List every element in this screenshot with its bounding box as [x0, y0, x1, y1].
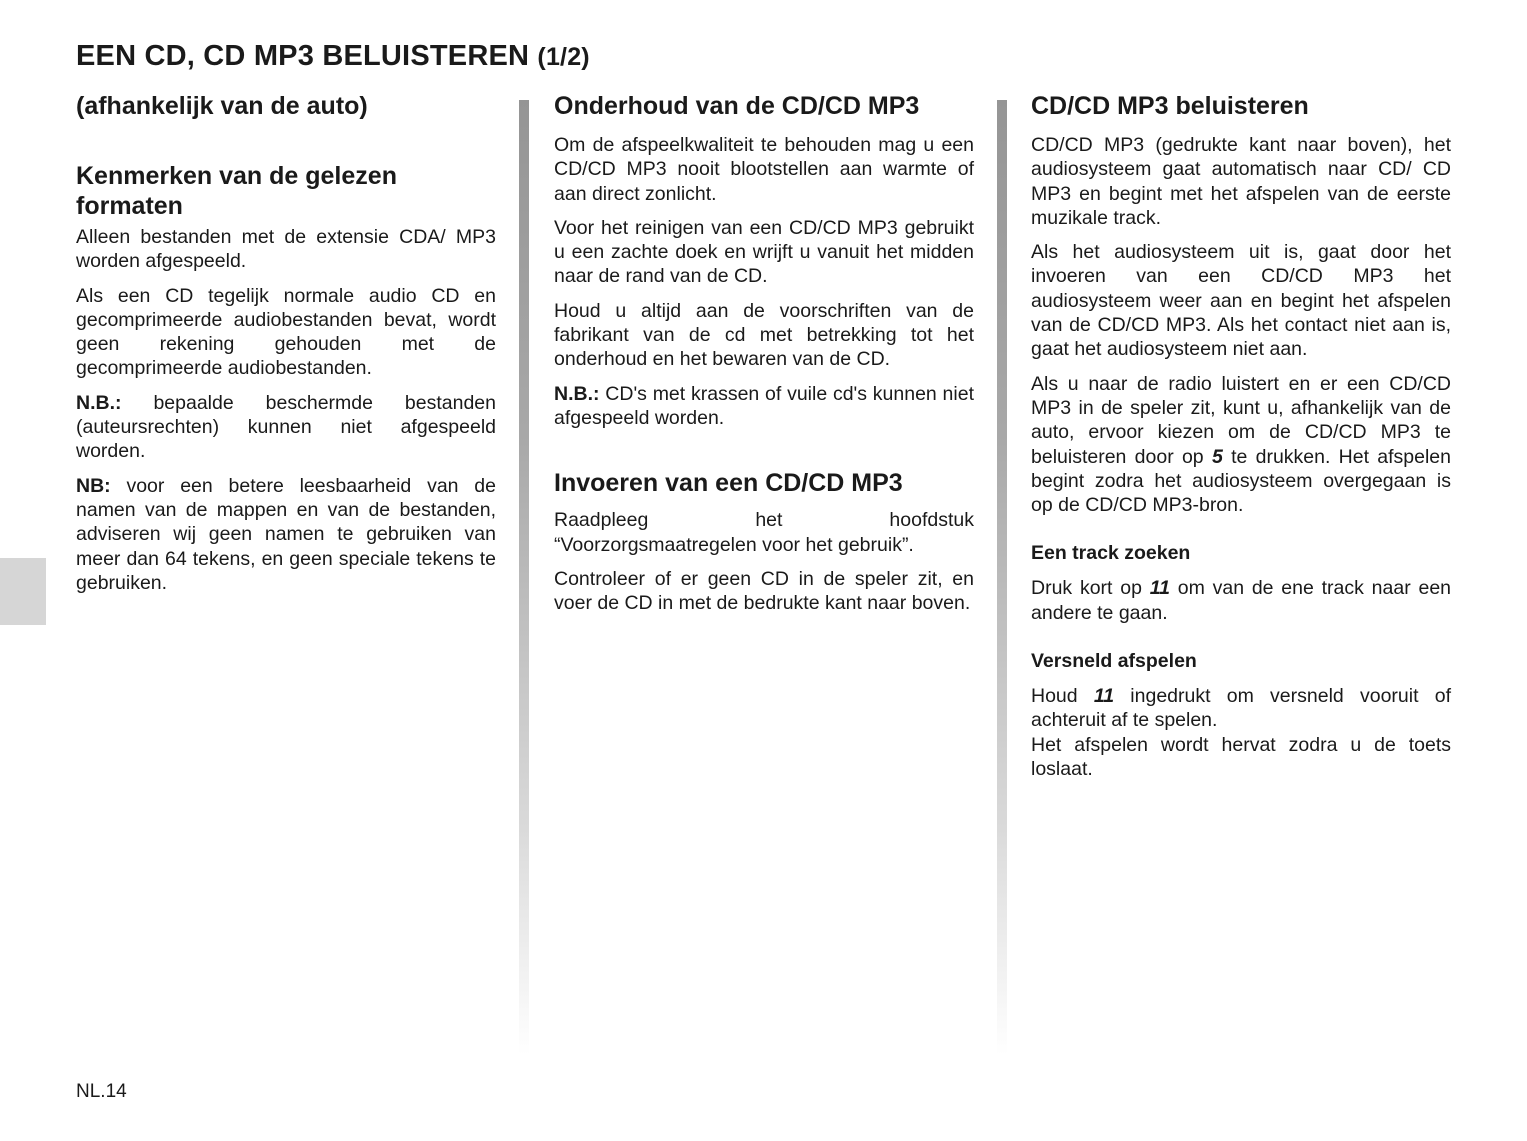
insert-heading: Invoeren van een CD/CD MP3 — [554, 469, 903, 498]
insert-paragraph-2: Controleer of er geen CD in de speler zit, en voer de CD in met de bedrukte kant naar boven. — [554, 567, 974, 615]
page-title — [76, 40, 590, 73]
fast-play-subheading: Versneld afspelen — [1031, 650, 1197, 673]
maintenance-paragraph-2: Voor het reinigen van een CD/CD MP3 gebruikt u een zachte doek en wrijft u vanuit het midden naar de rand van de CD. — [554, 216, 974, 288]
column-divider-1 — [519, 100, 529, 1055]
fast-play-paragraph-1 — [1031, 684, 1451, 733]
text-run: Houd — [1031, 685, 1094, 708]
column-2 — [554, 91, 974, 625]
note-text: bepaalde beschermde bestanden (auteursrechten) kunnen niet afgespeeld worden. — [76, 391, 496, 463]
note-label: N.B.: — [554, 382, 600, 405]
text-run: om van de ene track naar een andere te gaan. — [1031, 577, 1452, 624]
page-number: NL.14 — [76, 1081, 127, 1102]
maintenance-paragraph-3: Houd u altijd aan de voorschriften van de fabrikant van de cd met betrekking tot het onderhoud en het bewaren van de CD. — [554, 299, 974, 371]
listen-heading: CD/CD MP3 beluisteren — [1031, 92, 1309, 120]
search-track-subheading: Een track zoeken — [1031, 542, 1191, 565]
listen-paragraph-3 — [1031, 372, 1451, 518]
maintenance-heading: Onderhoud van de CD/CD MP3 — [554, 92, 920, 120]
formats-note-2 — [76, 474, 496, 595]
column-divider-2 — [997, 100, 1007, 1055]
text-run: Als u naar de radio luistert en er een CD/CD MP3 in de speler zit, kunt u, afhankelijk van de auto, ervoor kiezen om de CD/CD MP3 te beluisteren door op — [1031, 372, 1451, 468]
formats-heading-line2: formaten — [76, 192, 183, 220]
maintenance-note — [554, 382, 974, 431]
fast-play-paragraph-2: Het afspelen wordt hervat zodra u de toets loslaat. — [1031, 733, 1451, 780]
column-3 — [1031, 91, 1451, 791]
page-title-part: (1/2) — [537, 43, 590, 71]
insert-paragraph-1-line1: Raadpleeg het hoofdstuk — [554, 509, 974, 532]
note-text: voor een betere leesbaarheid van de namen van de mappen en van de bestanden, adviseren wij geen namen te gebruiken van meer dan 64 tekens, en geen speciale tekens te gebruiken. — [76, 474, 496, 594]
button-number: 5 — [1211, 445, 1223, 468]
search-track-paragraph — [1031, 576, 1451, 625]
maintenance-paragraph-1: Om de afspeelkwaliteit te behouden mag u een CD/CD MP3 nooit blootstellen aan warmte of aan direct zonlicht. — [554, 134, 974, 205]
insert-paragraph-1 — [554, 508, 974, 557]
insert-paragraph-1-line2: “Voorzorgsmaatregelen voor het gebruik”. — [554, 533, 914, 556]
text-run: te drukken. Het afspelen begint zodra het audiosysteem overgegaan is op de CD/CD MP3-bron. — [1031, 445, 1452, 517]
chapter-side-tab — [0, 558, 46, 625]
listen-paragraph-2: Als het audiosysteem uit is, gaat door het invoeren van een CD/CD MP3 het audiosysteem weer aan en begint het afspelen van de CD/CD MP3. Als het contact niet aan is, gaat het audiosysteem niet aan. — [1031, 241, 1451, 361]
formats-heading — [76, 161, 496, 221]
formats-note-1 — [76, 391, 496, 464]
formats-heading-line1: Kenmerken van de gelezen — [76, 162, 397, 190]
formats-paragraph-2: Als een CD tegelijk normale audio CD en gecomprimeerde audiobestanden bevat, wordt geen rekening gehouden met de gecomprimeerde audiobestanden. — [76, 284, 496, 380]
text-run: Druk kort op — [1031, 577, 1150, 600]
note-label: N.B.: — [76, 391, 122, 414]
formats-paragraph-1: Alleen bestanden met de extensie CDA/ MP3 worden afgespeeld. — [76, 226, 496, 273]
column-1 — [76, 91, 496, 605]
listen-paragraph-1: CD/CD MP3 (gedrukte kant naar boven), het audiosysteem gaat automatisch naar CD/ CD MP3 en begint met het afspelen van de eerste muzikale track. — [1031, 134, 1451, 229]
text-run: ingedrukt om versneld vooruit of achteruit af te spelen. — [1031, 685, 1451, 732]
button-number: 11 — [1149, 577, 1170, 600]
intro-heading: (afhankelijk van de auto) — [76, 92, 368, 120]
page-title-main: EEN CD, CD MP3 BELUISTEREN — [76, 40, 530, 72]
note-text: CD's met krassen of vuile cd's kunnen niet afgespeeld worden. — [554, 382, 974, 429]
button-number: 11 — [1093, 685, 1115, 708]
note-label: NB: — [76, 474, 111, 497]
